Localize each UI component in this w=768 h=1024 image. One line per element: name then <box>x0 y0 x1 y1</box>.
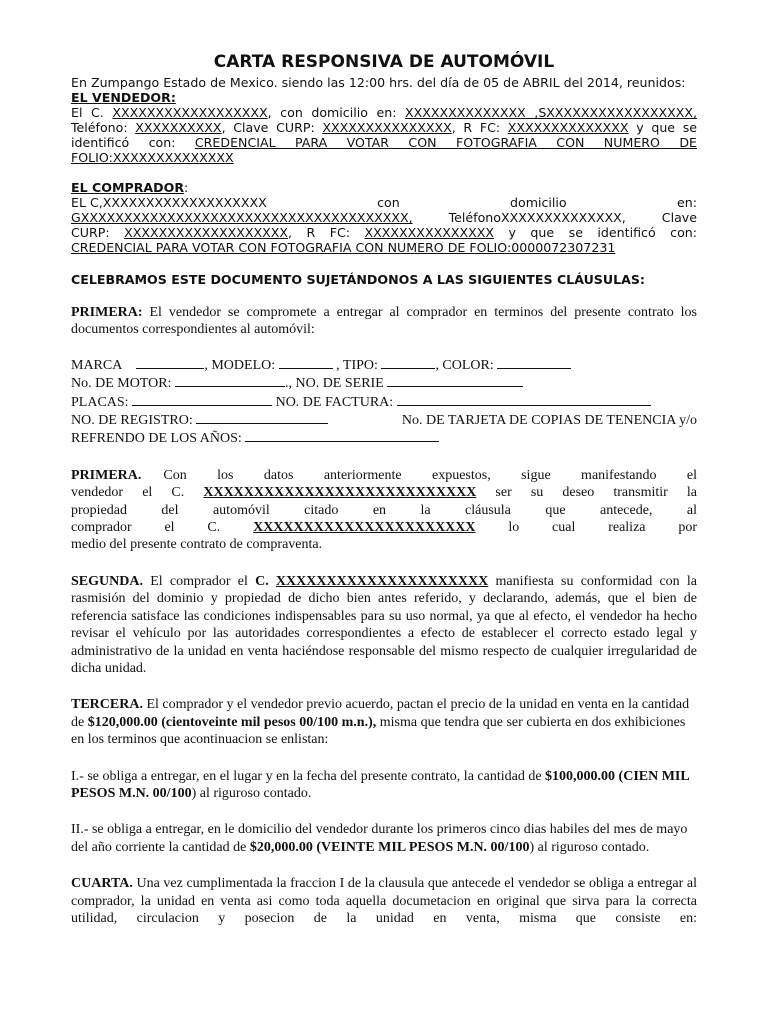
primera2-vendedor-name: XXXXXXXXXXXXXXXXXXXXXXXXXXX <box>203 485 477 501</box>
field-row-3: PLACAS: NO. DE FACTURA: <box>71 393 697 411</box>
field-row-4: NO. DE REGISTRO: No. DE TARJETA DE COPIAS DE TENENCIA y/o <box>71 413 697 429</box>
vendedor-line-1: El C. XXXXXXXXXXXXXXXXXX, con domicilio en: XXXXXXXXXXXXXX ,SXXXXXXXXXXXXXXXXX, <box>71 105 697 120</box>
field-row-2: No. DE MOTOR: ., NO. DE SERIE <box>71 374 697 392</box>
clause-tercera: TERCERA. El comprador y el vendedor previo acuerdo, pactan el precio de la unidad en venta en la cantidad de $120,000.00 (cientoveinte mil pesos 00/100 m.n.), misma que tendra que ser cubierta en dos exhibiciones en los terminos que acontinuacion se enlistan: <box>71 697 690 748</box>
payment-1-amount: $100,000.00 (CIEN MIL PESOS M.N. 00/100 <box>71 768 689 801</box>
payment-item-2: II.- se obliga a entregar, en le domicilio del vendedor durante los primeros cinco dias habiles del mes de mayo del año corriente la cantidad de $20,000.00 (VEINTE MIL PESOS M.N. 00/100) al riguroso contado. <box>71 822 688 855</box>
clauses-heading: CELEBRAMOS ESTE DOCUMENTO SUJETÁNDONOS A LAS SIGUIENTES CLÁUSULAS: <box>71 272 645 287</box>
comprador-curp: XXXXXXXXXXXXXXXXXXX <box>124 225 289 240</box>
modelo-blank <box>279 356 333 369</box>
comprador-rfc: XXXXXXXXXXXXXXX <box>364 225 494 240</box>
comprador-folio: CREDENCIAL PARA VOTAR CON FOTOGRAFIA CON NUMERO DE FOLIO:0000072307231 <box>71 240 616 255</box>
registro-blank <box>196 411 328 424</box>
clause-cuarta: CUARTA. Una vez cumplimentada la fraccion I de la clausula que antecede el vendedor se obliga a entregar al comprador, la unidad en venta asi como toda aquella documetacion en original que sirva para la correcta utilidad, circulacion y posecion de la unidad en venta, misma que consiste en: <box>71 876 697 926</box>
vendedor-domicilio: XXXXXXXXXXXXXX ,SXXXXXXXXXXXXXXXXX, <box>404 105 697 120</box>
comprador-line-3: CURP: XXXXXXXXXXXXXXXXXXX, R FC: XXXXXXXXXXXXXXX y que se identificó con: <box>71 225 698 240</box>
vendedor-folio: FOLIO:XXXXXXXXXXXXXX <box>71 150 234 165</box>
factura-blank <box>397 393 651 406</box>
vendedor-rfc: XXXXXXXXXXXXXX <box>507 120 629 135</box>
document-title: CARTA RESPONSIVA DE AUTOMÓVIL <box>213 52 555 72</box>
marca-blank <box>136 356 204 369</box>
color-blank <box>497 356 571 369</box>
motor-blank <box>175 374 285 387</box>
vendedor-line-3: identificó con: CREDENCIAL PARA VOTAR CON FOTOGRAFIA CON NUMERO DE <box>71 135 697 150</box>
clause-primera-2: PRIMERA. Con los datos anteriormente expuestos, sigue manifestando el vendedor el C. XXXXXXXXXXXXXXXXXXXXXXXXXXX ser su deseo transmitir la propiedad del automóvil citado en la cláusula que antecede, al comprador el C. XXXXXXXXXXXXXXXXXXXXXX lo cual realiza por medio del presente contrato de compraventa. <box>71 467 698 553</box>
comprador-domicilio: GXXXXXXXXXXXXXXXXXXXXXXXXXXXXXXXXXXXXXX, <box>71 210 413 225</box>
vehicle-fields <box>71 356 697 448</box>
segunda-comprador-name: XXXXXXXXXXXXXXXXXXXXX <box>275 573 489 589</box>
intro-line: En Zumpango Estado de Mexico. siendo las 12:00 hrs. del día de 05 de ABRIL del 2014, reunidos: <box>71 75 686 90</box>
serie-blank <box>387 374 523 387</box>
clause-primera-1: PRIMERA: El vendedor se compromete a entregar al comprador en terminos del presente contrato los documentos correspondientes al automóvil: <box>71 305 697 338</box>
vendedor-line-2: Teléfono: XXXXXXXXXX, Clave CURP: XXXXXXXXXXXXXXX, R FC: XXXXXXXXXXXXXX y que se <box>71 120 698 135</box>
tipo-blank <box>381 356 435 369</box>
vendedor-curp: XXXXXXXXXXXXXXX <box>322 120 452 135</box>
comprador-line-2: GXXXXXXXXXXXXXXXXXXXXXXXXXXXXXXXXXXXXXX, TeléfonoXXXXXXXXXXXXXX, Clave <box>71 210 697 225</box>
field-row-1: MARCA , MODELO: , TIPO: , COLOR: <box>71 356 697 374</box>
vendedor-telefono: XXXXXXXXXX <box>135 120 222 135</box>
vendedor-name: XXXXXXXXXXXXXXXXXX <box>112 105 268 120</box>
primera2-comprador-name: XXXXXXXXXXXXXXXXXXXXXX <box>253 520 476 536</box>
comprador-heading: EL COMPRADOR <box>71 180 185 195</box>
placas-blank <box>132 393 272 406</box>
vendedor-heading: EL VENDEDOR: <box>71 90 176 105</box>
document <box>71 52 697 927</box>
payment-item-1: I.- se obliga a entregar, en el lugar y en la fecha del presente contrato, la cantidad de $100,000.00 (CIEN MIL PESOS M.N. 00/100) al riguroso contado. <box>71 768 689 801</box>
precio-total: $120,000.00 (cientoveinte mil pesos 00/100 m.n.), <box>87 714 377 730</box>
comprador-heading-line: EL COMPRADOR: <box>71 180 189 195</box>
clause-segunda: SEGUNDA. El comprador el C. XXXXXXXXXXXXXXXXXXXXX manifiesta su conformidad con la rasmisión del dominio y propiedad de dicho bien antes referido, y declarando, además, que el bien de referencia satisface las condiciones indispensables para su uso normal, ya que al efecto, el vendedor ha hecho revisar el vehículo por las autoridades correspondientes a efecto de establecer el correcto estado legal y administrativo de la unidad en venta haciéndose responsable del mismo respecto de cualquier irregularidad de dicha unidad. <box>71 573 697 676</box>
payment-2-amount: $20,000.00 (VEINTE MIL PESOS M.N. 00/100 <box>249 839 530 855</box>
comprador-line-1: EL C,XXXXXXXXXXXXXXXXXXX con domicilio en: <box>71 195 697 210</box>
refrendo-blank <box>245 429 439 442</box>
vendedor-identificacion: CREDENCIAL PARA VOTAR CON FOTOGRAFIA CON NUMERO DE <box>194 135 697 150</box>
field-row-5: REFRENDO DE LOS AÑOS: <box>71 429 697 447</box>
